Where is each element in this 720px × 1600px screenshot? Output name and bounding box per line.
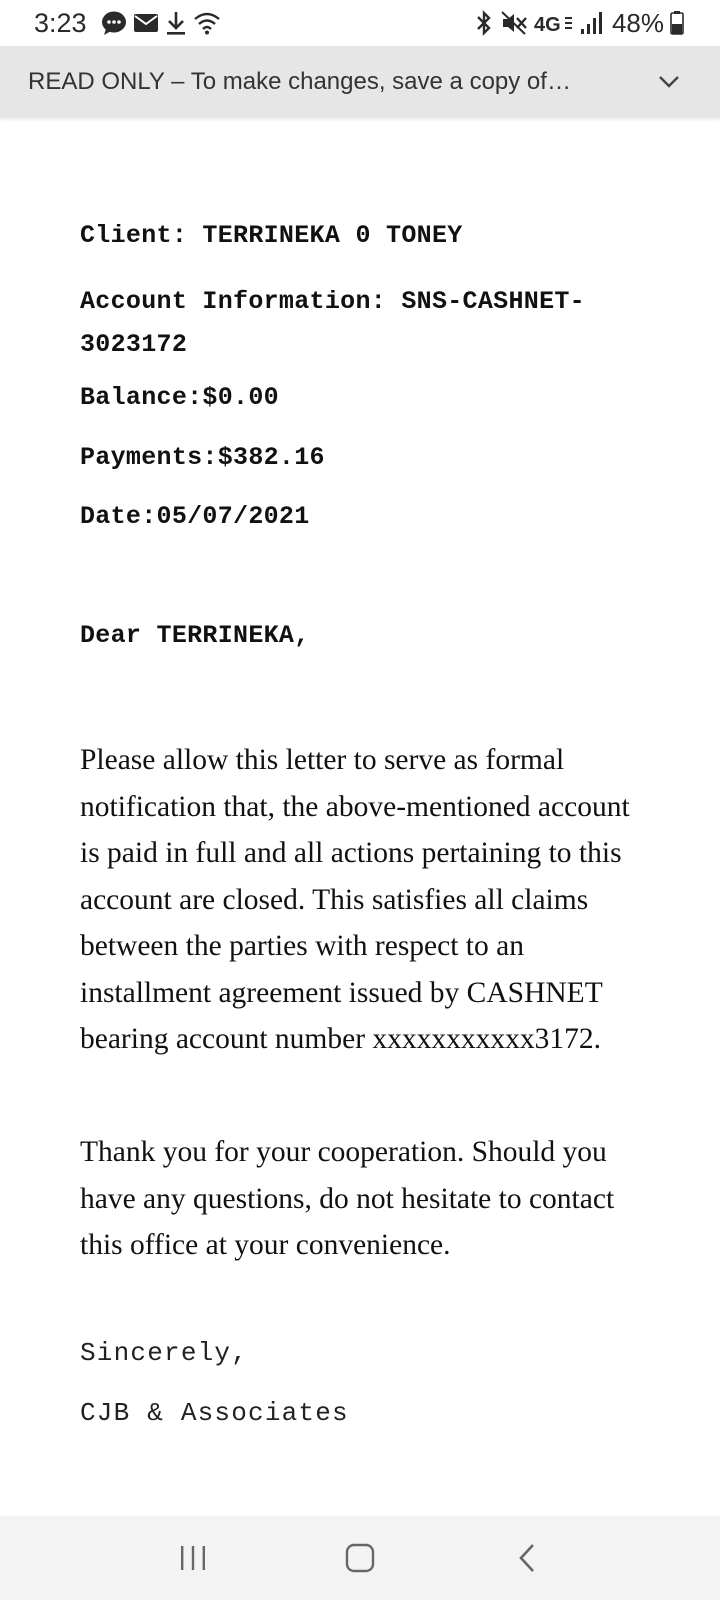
date-line: Date:05/07/2021 <box>80 502 310 531</box>
battery-percent: 48% <box>611 7 664 38</box>
client-line: Client: TERRINEKA 0 TONEY <box>80 221 463 250</box>
battery-icon <box>670 9 684 37</box>
status-bar-left <box>34 8 221 39</box>
back-icon[interactable] <box>497 1528 557 1588</box>
paragraph-thanks: Thank you for your cooperation. Should you have any questions, do not hesitate to contact this office at your convenience. <box>80 1136 615 1261</box>
navigation-bar <box>0 1516 720 1600</box>
download-icon <box>165 9 187 37</box>
mute-icon <box>500 9 528 37</box>
home-icon[interactable] <box>330 1528 390 1588</box>
chevron-down-icon[interactable] <box>654 67 684 97</box>
signature: CJB & Associates <box>80 1398 349 1428</box>
4g-lte-icon <box>534 9 574 37</box>
mail-icon <box>133 9 159 37</box>
network-label: 4G <box>533 14 561 36</box>
payments-line: Payments:$382.16 <box>80 443 325 472</box>
signal-icon <box>580 9 604 37</box>
status-time: 3:23 <box>34 7 87 38</box>
read-only-banner[interactable] <box>0 46 720 118</box>
chat-bubble-icon <box>101 9 127 37</box>
status-bar-right <box>474 8 684 39</box>
greeting: Dear TERRINEKA, <box>80 621 310 650</box>
balance-line: Balance:$0.00 <box>80 383 279 412</box>
read-only-banner-text: READ ONLY – To make changes, save a copy of… <box>28 68 571 95</box>
closing: Sincerely, <box>80 1338 249 1368</box>
account-information-line: Account Information: SNS-CASHNET-3023172 <box>80 287 585 359</box>
wifi-icon <box>193 9 221 37</box>
paragraph-notification: Please allow this letter to serve as formal notification that, the above-mentioned account is paid in full and all actions pertaining to this account are closed. This satisfies all claims between the parties with respect to an installment agreement issued by CASHNET bearing account number xxxxxxxxxxx3172. <box>80 744 630 1055</box>
status-bar <box>0 0 720 46</box>
recent-apps-icon[interactable] <box>163 1528 223 1588</box>
bluetooth-icon <box>474 9 494 37</box>
